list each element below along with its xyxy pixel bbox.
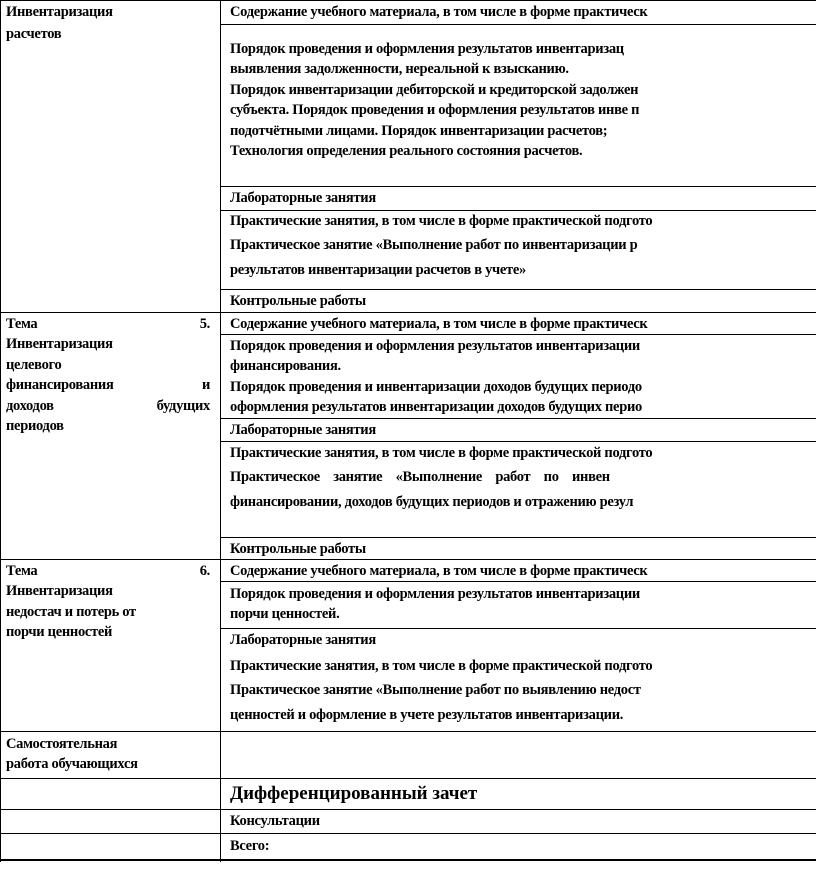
content-body — [230, 584, 816, 625]
content-line: Порядок инвентаризации дебиторской и кредиторской задолжен — [230, 81, 639, 98]
content-header: Содержание учебного материала, в том числе в форме практическ — [230, 563, 648, 579]
topic-title-word: финансирования — [6, 377, 114, 394]
topic-number: 6. — [199, 563, 210, 579]
content-body — [230, 336, 816, 418]
content-line: финансировании, доходов будущих периодов и отражению резул — [230, 493, 634, 510]
content-header: Содержание учебного материала, в том числе в форме практическ — [230, 4, 648, 20]
content-line: порчи ценностей. — [230, 606, 340, 623]
topic-title-line: Инвентаризация — [6, 4, 113, 20]
content-line: выявления задолженности, нереальной к взысканию. — [230, 61, 569, 78]
content-line: результатов инвентаризации расчетов в учете» — [230, 261, 526, 278]
content-line: субъекта. Порядок проведения и оформления результатов инве п — [230, 102, 640, 119]
content-line: Практическое занятие «Выполнение работ по инвен — [230, 469, 610, 486]
row-divider — [221, 186, 816, 187]
self-study-label — [6, 734, 216, 775]
table-border-left — [0, 0, 1, 862]
content-line: Практическое занятие «Выполнение работ по инвентаризации р — [230, 237, 638, 254]
practical-sessions — [230, 443, 816, 512]
content-line: ценностей и оформление в учете результатов инвентаризации. — [230, 706, 624, 723]
lab-sessions: Лабораторные занятия — [230, 632, 376, 648]
content-line: оформления результатов инвентаризации доходов будущих перио — [230, 399, 642, 416]
topic-title-line: периодов — [6, 418, 64, 435]
row-divider — [221, 289, 816, 290]
control-works: Контрольные работы — [230, 541, 366, 557]
row-divider — [0, 809, 816, 810]
content-line: Практические занятия, в том числе в форме практической подгото — [230, 658, 653, 674]
topic-title-word: доходов — [6, 397, 54, 414]
topic-title-word: и — [201, 377, 210, 394]
topic-title-line: недостач и потерь от — [6, 603, 136, 620]
row-divider — [221, 537, 816, 538]
control-works: Контрольные работы — [230, 293, 366, 309]
lab-sessions: Лабораторные занятия — [230, 422, 376, 438]
row-divider — [221, 418, 816, 419]
content-line: Порядок проведения и оформления результатов инвентаризации — [230, 586, 640, 602]
topic-title-line: порчи ценностей — [6, 624, 113, 641]
practical-sessions — [230, 211, 816, 280]
row-divider — [0, 778, 816, 779]
topic-label: Тема — [6, 563, 38, 579]
self-study-line: Самостоятельная — [6, 736, 118, 752]
row-divider — [0, 859, 816, 861]
content-line: Порядок проведения и оформления результатов инвентаризации — [230, 338, 640, 354]
row-divider — [0, 731, 816, 732]
self-study-line: работа обучающихся — [6, 756, 138, 773]
content-line: Технология определения реального состояния расчетов. — [230, 143, 583, 160]
row-divider — [0, 833, 816, 834]
topic-title-line: Инвентаризация — [6, 583, 113, 600]
topic-title-line: Инвентаризация — [6, 336, 113, 353]
differentiated-test: Дифференцированный зачет — [230, 783, 478, 804]
content-line: Практические занятия, в том числе в форме практической подгото — [230, 213, 653, 229]
content-line: Практические занятия, в том числе в форме практической подгото — [230, 445, 653, 461]
content-body — [230, 39, 816, 161]
row-divider — [221, 441, 816, 442]
content-line: финансирования. — [230, 358, 341, 375]
topic-title-word: будущих — [156, 397, 210, 414]
topic-title-6 — [6, 561, 216, 643]
table-column-divider — [220, 0, 221, 862]
content-line: Порядок проведения и оформления результатов инвентаризац — [230, 41, 624, 57]
topic-title-line: расчетов — [6, 26, 62, 43]
practical-sessions — [230, 656, 816, 725]
total: Всего: — [230, 838, 270, 854]
topic-title-line: целевого — [6, 356, 62, 373]
topic-number: 5. — [199, 316, 210, 332]
content-line: Практическое занятие «Выполнение работ по выявлению недост — [230, 682, 641, 699]
row-divider — [0, 312, 816, 313]
lab-sessions: Лабораторные занятия — [230, 190, 376, 206]
row-divider — [221, 628, 816, 629]
content-line: Порядок проведения и инвентаризации доходов будущих периодо — [230, 378, 642, 395]
row-divider — [221, 24, 816, 25]
consultations: Консультации — [230, 813, 320, 829]
row-divider — [0, 0, 816, 1]
content-line: подотчётными лицами. Порядок инвентаризации расчетов; — [230, 122, 608, 139]
content-header: Содержание учебного материала, в том числе в форме практическ — [230, 316, 648, 332]
topic-title-5 — [6, 314, 216, 436]
topic-label: Тема — [6, 316, 38, 332]
topic-title-settlements — [6, 2, 216, 45]
